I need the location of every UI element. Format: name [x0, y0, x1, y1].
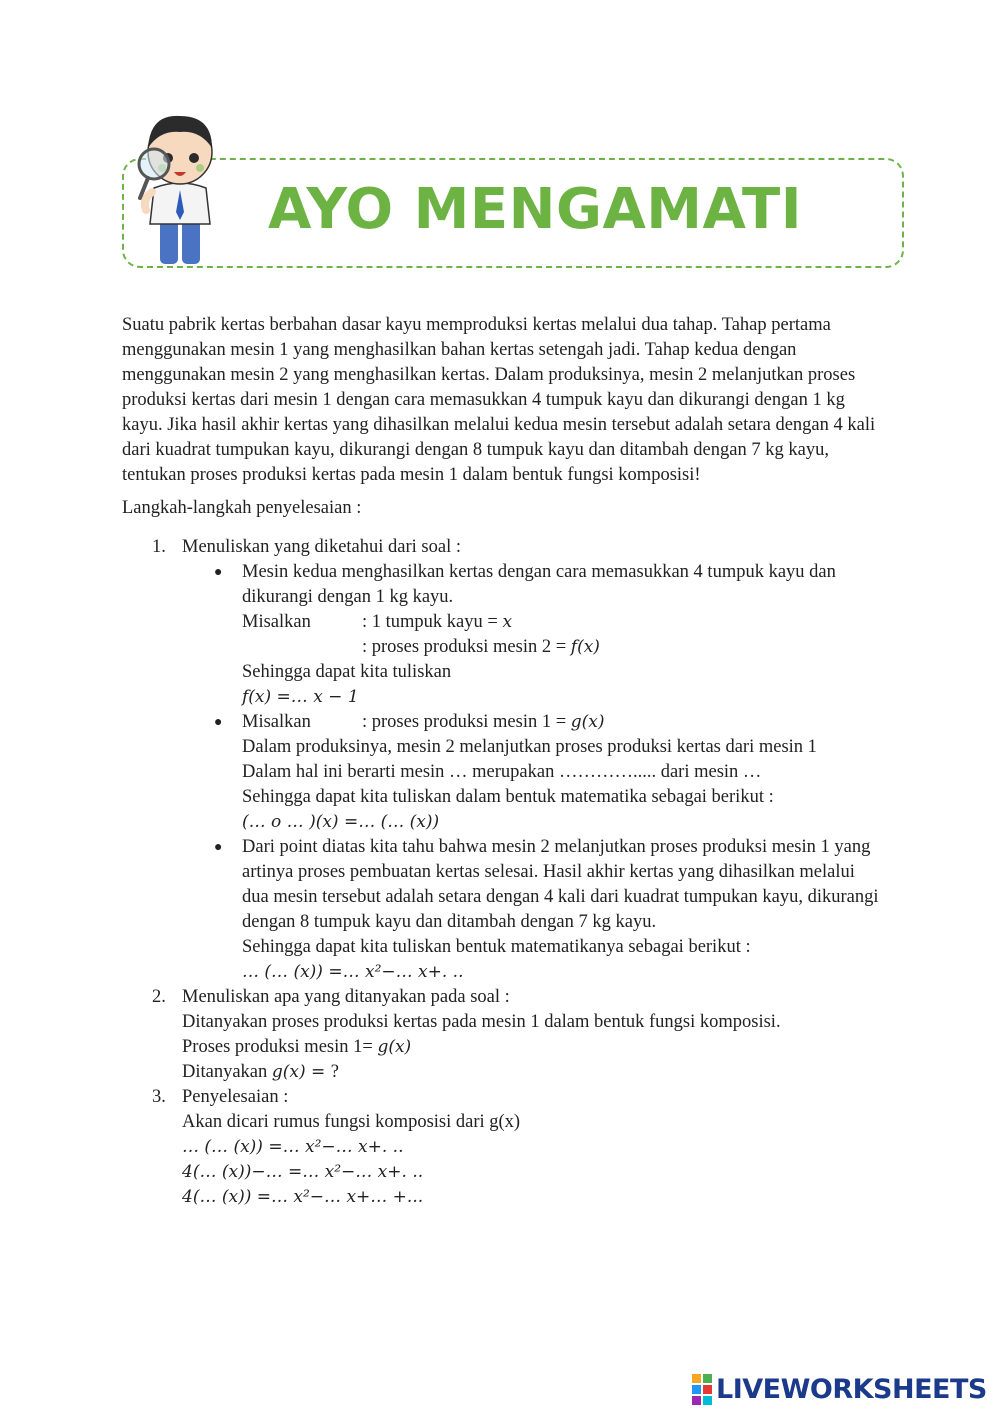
- formula-result: … (… (x)) =… x²−… x+. ..: [242, 962, 464, 982]
- step-3-formula-1: … (… (x)) =… x²−… x+. ..: [182, 1137, 404, 1157]
- bullet-icon: ●: [214, 565, 223, 580]
- bullet-1-line1-math: x: [502, 612, 513, 632]
- step-1-bullet-3: [122, 835, 882, 985]
- bullet-icon: ●: [214, 715, 223, 730]
- misalkan-label: Misalkan: [242, 612, 311, 632]
- step-3-line-1: Akan dicari rumus fungsi komposisi dari g(x): [182, 1112, 521, 1132]
- step-2-line-1: Ditanyakan proses produksi kertas pada mesin 1 dalam bentuk fungsi komposisi.: [182, 1012, 781, 1032]
- step-1: [122, 535, 882, 560]
- step-2-line-2-math: g(x): [377, 1037, 412, 1057]
- misalkan-label: Misalkan: [242, 712, 311, 732]
- formula-f-x: f(x) =… x − 1: [242, 687, 359, 707]
- step-2-title: Menuliskan apa yang ditanyakan pada soal :: [182, 987, 510, 1007]
- bullet-2-text-2: Dalam hal ini berarti mesin … merupakan …………..... dari mesin …: [242, 762, 762, 782]
- logo-text: LIVEWORKSHEETS: [716, 1373, 987, 1405]
- step-1-bullet-1: [122, 560, 882, 710]
- bullet-1-line2-text: : proses produksi mesin 2 =: [362, 637, 571, 657]
- step-2-line-2-text: Proses produksi mesin 1=: [182, 1037, 378, 1057]
- liveworksheets-logo: [692, 1374, 987, 1404]
- problem-statement: Suatu pabrik kertas berbahan dasar kayu memproduksi kertas melalui dua tahap. Tahap pertama menggunakan mesin 1 yang menghasilkan bahan kertas setengah jadi. Tahap kedua dengan menggunakan mesin 2 yang menghasilkan kertas. Dalam produksinya, mesin 2 melanjutkan proses produksi kertas dari mesin 1 dengan cara memasukkan 4 tumpuk kayu dan dikurangi dengan 1 kg kayu. Jika hasil akhir kertas yang dihasilkan melalui kedua mesin tersebut adalah setara dengan 4 kali dari kuadrat tumpukan kayu, dikurangi dengan 8 tumpuk kayu dan ditambah dengan 7 kg kayu, tentukan proses produksi kertas pada mesin 1 dalam bentuk fungsi komposisi!: [122, 315, 876, 485]
- step-3-formula-3: 4(… (x)) =… x²−… x+… +...: [182, 1187, 424, 1207]
- formula-composition: (… o … )(x) =… (… (x)): [242, 812, 440, 832]
- bullet-2-text-3: Sehingga dapat kita tuliskan dalam bentuk matematika sebagai berikut :: [242, 787, 774, 807]
- step-2: [122, 985, 882, 1085]
- steps-label: Langkah-langkah penyelesaian :: [122, 498, 362, 518]
- bullet-2-line-text: : proses produksi mesin 1 =: [362, 712, 571, 732]
- bullet-1-line2-math: f(x): [570, 637, 600, 657]
- bullet-1-result-text: Sehingga dapat kita tuliskan: [242, 662, 452, 682]
- step-2-number: 2.: [152, 987, 166, 1007]
- step-2-line-3-end: ?: [330, 1062, 339, 1082]
- step-3-formula-2: 4(… (x))−… =… x²−… x+. ..: [182, 1162, 424, 1182]
- step-2-line-3-text: Ditanyakan: [182, 1062, 272, 1082]
- step-1-number: 1.: [152, 537, 166, 557]
- logo-blocks-icon: [692, 1374, 712, 1405]
- step-3-title: Penyelesaian :: [182, 1087, 289, 1107]
- step-1-title: Menuliskan yang diketahui dari soal :: [182, 537, 461, 557]
- step-3: [122, 1085, 882, 1210]
- bullet-3-text-2: Sehingga dapat kita tuliskan bentuk matematikanya sebagai berikut :: [242, 937, 751, 957]
- student-mascot-icon: [118, 100, 238, 270]
- bullet-1-text: Mesin kedua menghasilkan kertas dengan cara memasukkan 4 tumpuk kayu dan dikurangi dengan 1 kg kayu.: [242, 562, 836, 607]
- bullet-1-line1-text: : 1 tumpuk kayu =: [362, 612, 503, 632]
- step-1-bullet-2: [122, 710, 882, 835]
- bullet-2-text-1: Dalam produksinya, mesin 2 melanjutkan proses produksi kertas dari mesin 1: [242, 737, 817, 757]
- worksheet-body: [122, 313, 882, 1210]
- step-3-number: 3.: [152, 1087, 166, 1107]
- bullet-icon: ●: [214, 840, 223, 855]
- bullet-3-text: Dari point diatas kita tahu bahwa mesin 2 melanjutkan proses produksi mesin 1 yang artinya proses pembuatan kertas selesai. Hasil akhir kertas yang dihasilkan melalui dua mesin tersebut adalah setara dengan 4 kali dari kuadrat tumpukan kayu, dikurangi dengan 8 tumpuk kayu dan ditambah dengan 7 kg kayu.: [242, 837, 879, 932]
- step-2-line-3-math: g(x) =: [271, 1062, 331, 1082]
- bullet-2-line-math: g(x): [570, 712, 605, 732]
- page-title: AYO MENGAMATI: [268, 177, 803, 242]
